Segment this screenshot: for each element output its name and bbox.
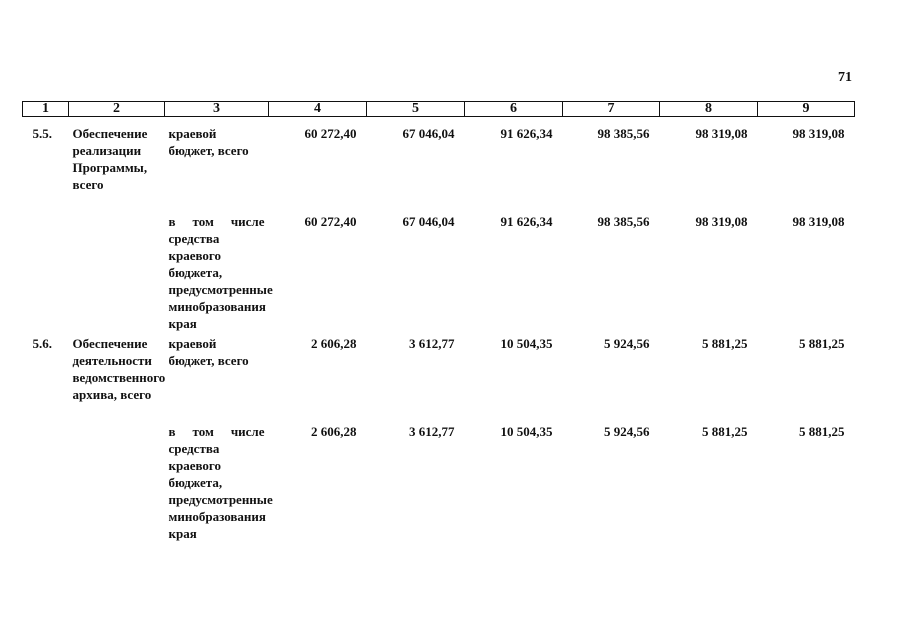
value-cell: 60 272,40 — [304, 126, 357, 141]
item-name — [69, 423, 165, 545]
table-row — [23, 213, 855, 335]
value-cell: 5 881,25 — [702, 424, 748, 439]
funding-source: краевой бюджет, всего — [168, 336, 249, 368]
column-header: 5 — [367, 102, 465, 117]
column-header: 9 — [758, 102, 855, 117]
value-cell: 5 924,56 — [604, 336, 650, 351]
column-header: 1 — [23, 102, 69, 117]
funding-source: в том числе средства краевого бюджета, предусмотренные минобразования края — [168, 424, 273, 541]
budget-table — [22, 101, 855, 545]
value-cell: 5 924,56 — [604, 424, 650, 439]
item-name — [69, 213, 165, 335]
column-header: 3 — [165, 102, 269, 117]
value-cell: 60 272,40 — [304, 214, 357, 229]
funding-source: краевой бюджет, всего — [168, 126, 249, 158]
value-cell: 98 319,08 — [695, 126, 748, 141]
value-cell: 91 626,34 — [500, 126, 553, 141]
column-header: 7 — [563, 102, 660, 117]
item-code — [23, 423, 69, 545]
value-cell: 10 504,35 — [500, 336, 553, 351]
value-cell: 98 319,08 — [695, 214, 748, 229]
value-cell: 5 881,25 — [702, 336, 748, 351]
column-header: 2 — [69, 102, 165, 117]
value-cell: 10 504,35 — [500, 424, 553, 439]
page-number: 71 — [838, 70, 852, 85]
value-cell: 98 319,08 — [792, 126, 845, 141]
funding-source: в том числе средства краевого бюджета, предусмотренные минобразования края — [168, 214, 273, 331]
column-header: 6 — [465, 102, 563, 117]
value-cell: 67 046,04 — [402, 126, 455, 141]
item-name: Обеспечение деятельности ведомственного архива, всего — [72, 336, 166, 402]
table-header-row — [23, 102, 855, 117]
table-row — [23, 423, 855, 545]
value-cell: 98 385,56 — [597, 214, 650, 229]
item-code: 5.5. — [32, 126, 52, 141]
value-cell: 91 626,34 — [500, 214, 553, 229]
value-cell: 98 319,08 — [792, 214, 845, 229]
value-cell: 2 606,28 — [311, 336, 357, 351]
item-name: Обеспечение реализации Программы, всего — [72, 126, 148, 192]
item-code — [23, 213, 69, 335]
value-cell: 98 385,56 — [597, 126, 650, 141]
table-row — [23, 117, 855, 214]
column-header: 4 — [269, 102, 367, 117]
value-cell: 3 612,77 — [409, 336, 455, 351]
value-cell: 2 606,28 — [311, 424, 357, 439]
value-cell: 67 046,04 — [402, 214, 455, 229]
table-row — [23, 335, 855, 423]
value-cell: 5 881,25 — [799, 424, 845, 439]
value-cell: 3 612,77 — [409, 424, 455, 439]
value-cell: 5 881,25 — [799, 336, 845, 351]
column-header: 8 — [660, 102, 758, 117]
item-code: 5.6. — [32, 336, 52, 351]
